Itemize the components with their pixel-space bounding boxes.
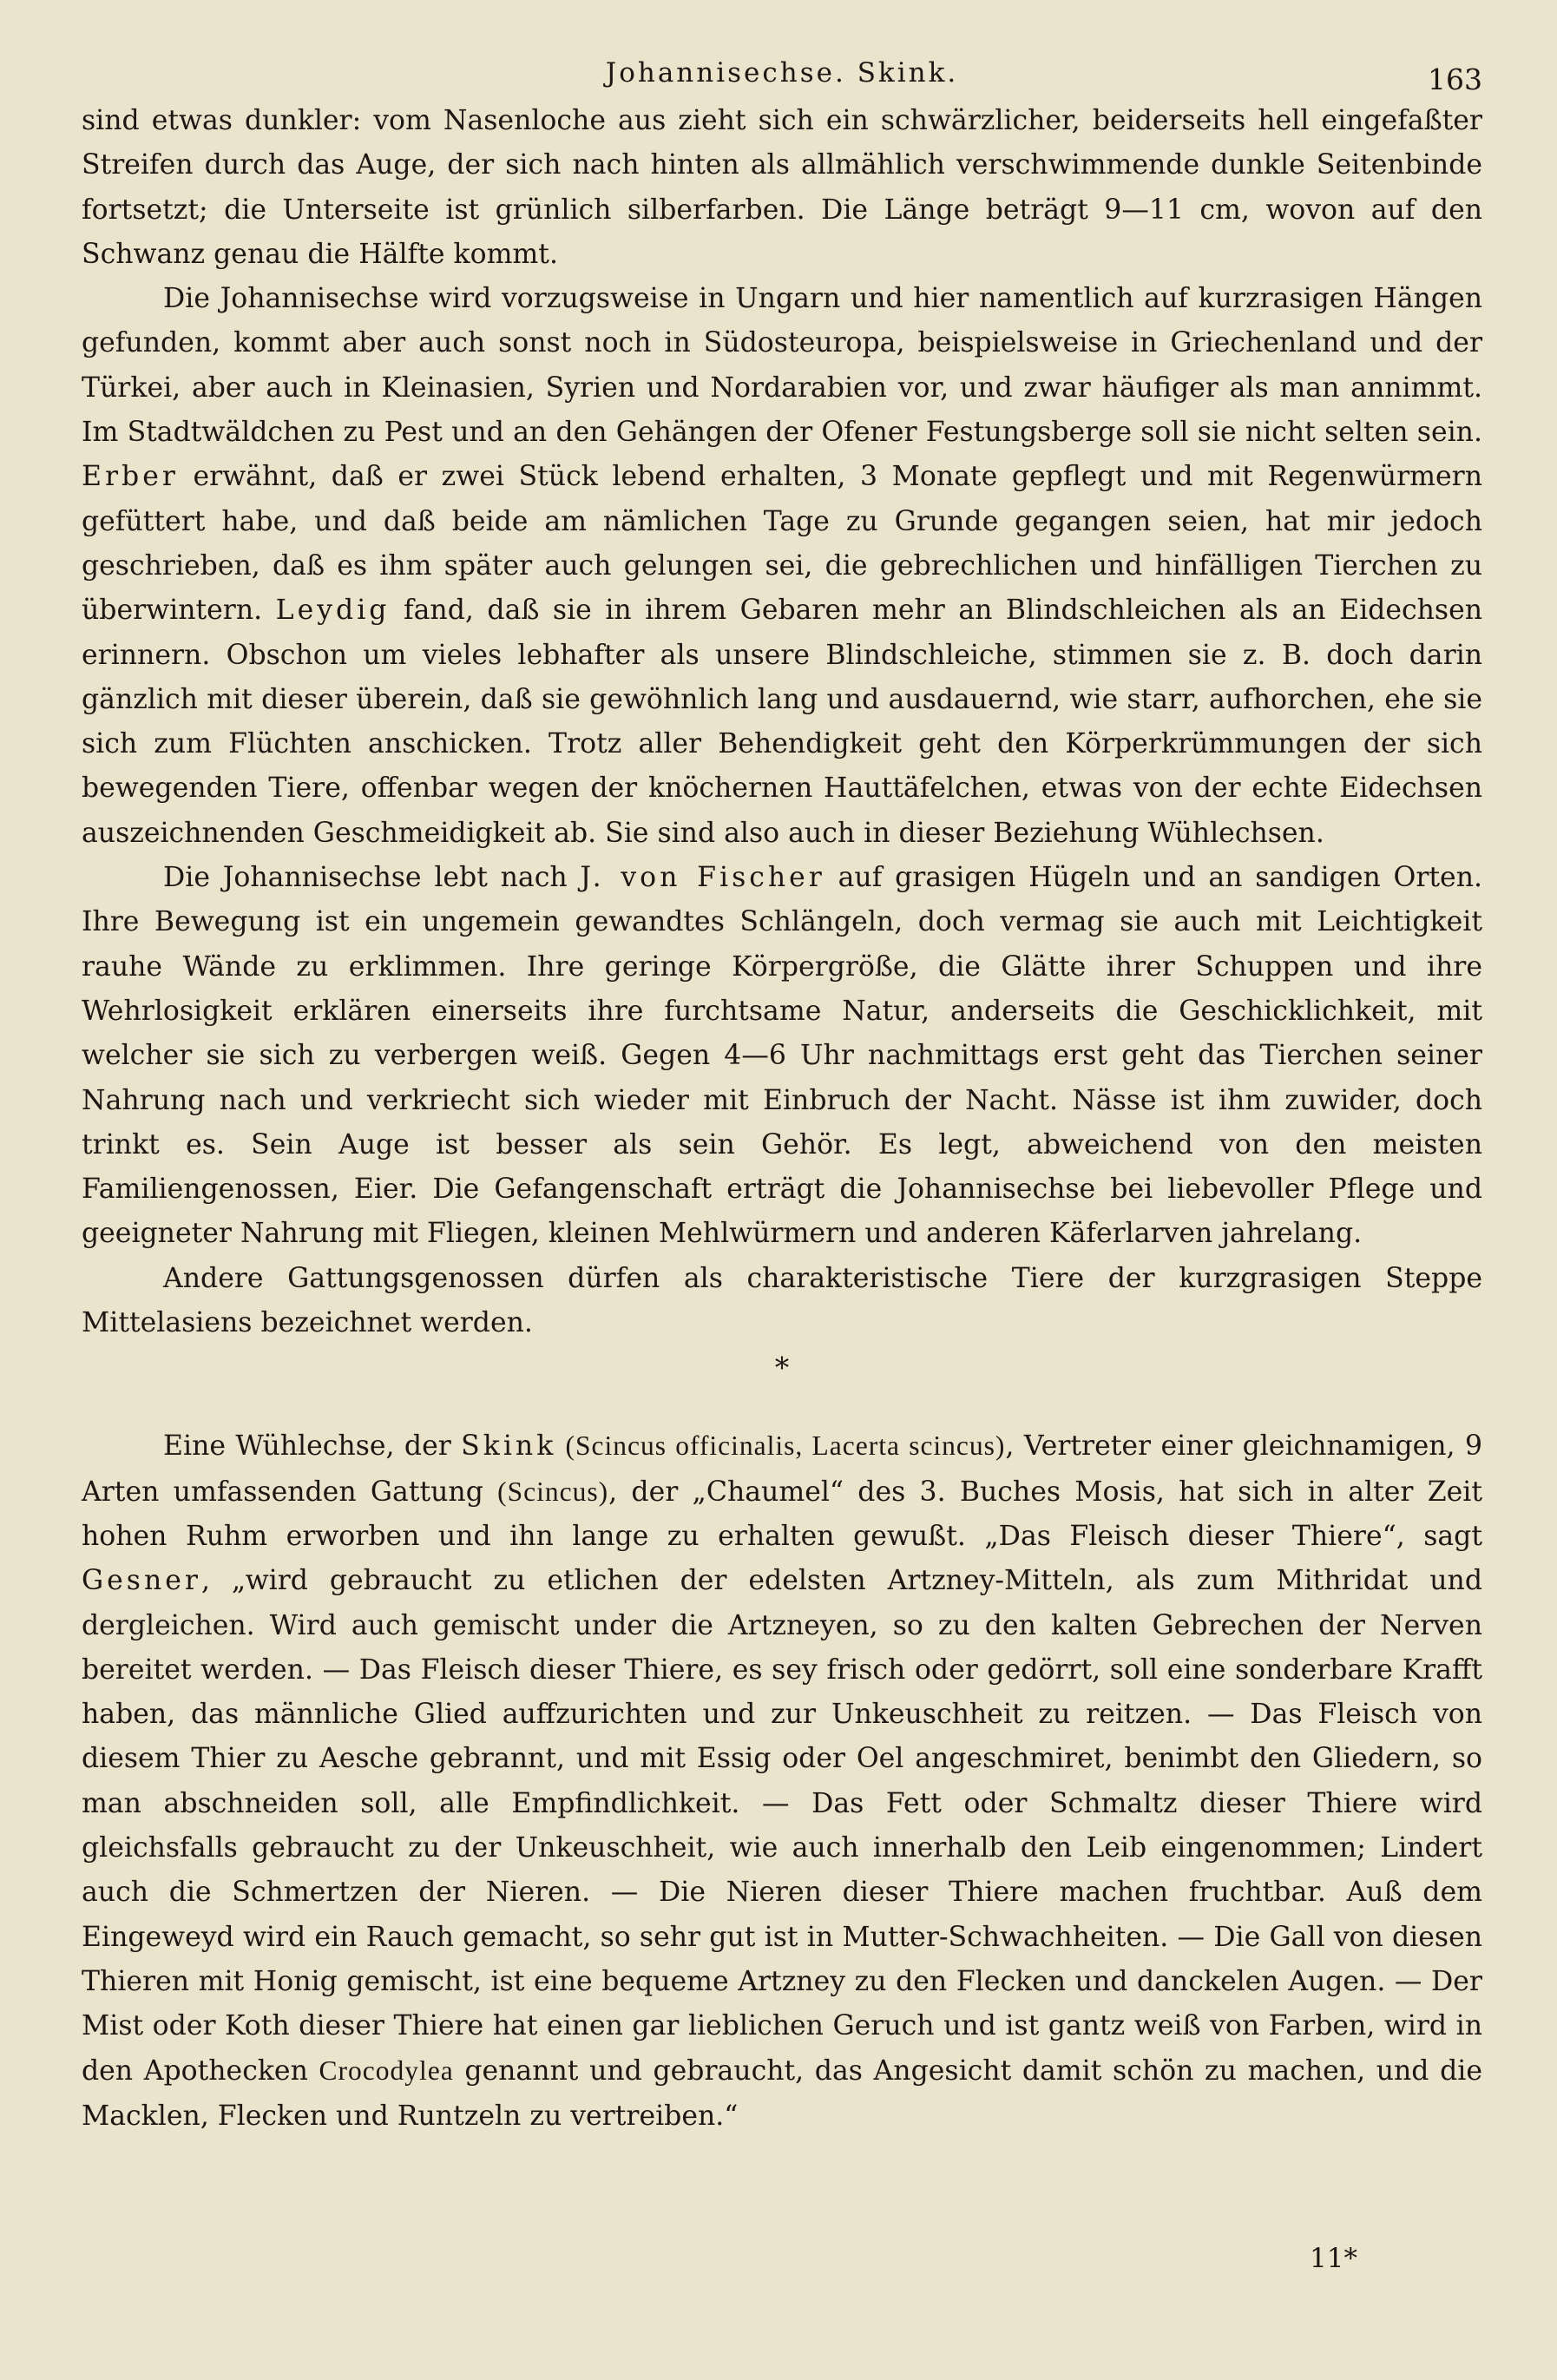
body-text xyxy=(82,99,1482,2139)
author-name-fischer: J. von Fischer xyxy=(580,862,825,894)
paragraph-2-text-b: erwähnt, daß er zwei Stück lebend erhalten, 3 Monate gepflegt und mit Regenwürmern gefüttert habe, und daß beide am nämlichen Tage zu Grunde gegangen seien, hat mir jedoch geschrieben, daß es ihm später auch gelungen sei, die gebrechlichen und hinfälligen Tierchen zu überwintern. xyxy=(82,461,1482,627)
paragraph-5-text-b: , Vertreter einer gleichnamigen, 9 Arten umfassenden Gattung xyxy=(82,1430,1482,1508)
paragraph-2-text-c: fand, daß sie in ihrem Gebaren mehr an Blindschleichen als an Eidechsen erinnern. Obschon um vieles lebhafter als unsere Blindschleiche, stimmen sie z. B. doch darin gänzlich mit dieser überein, daß sie gewöhnlich lang und ausdauernd, wie starr, aufhorchen, ehe sie sich zum Flüchten anschicken. Trotz aller Behendigkeit geht den Körperkrümmungen der sich bewegenden Tiere, offenbar wegen der knöchernen Hauttäfelchen, etwas von der echte Eidechsen auszeichnenden Geschmeidigkeit ab. Sie sind also auch in dieser Beziehung Wühlechsen. xyxy=(82,595,1482,849)
running-title: Johannisechse. Skink. xyxy=(605,57,959,89)
paragraph-3 xyxy=(82,856,1482,1257)
paragraph-5-text-c: , der „Chaumel“ des 3. Buches Mosis, hat sich in alter Zeit hohen Ruhm erworben und ihn lange zu erhalten gewußt. „Das Fleisch dieser Thiere“, sagt xyxy=(82,1476,1482,1552)
paragraph-1 xyxy=(82,99,1482,277)
paragraph-1-text: sind etwas dunkler: vom Nasenloche aus zieht sich ein schwärzlicher, beiderseits hell eingefaßter Streifen durch das Auge, der sich nach hinten als allmählich verschwimmende dunkle Seitenbinde fortsetzt; die Unterseite ist grünlich silberfarben. Die Länge beträgt 9—11 cm, wovon auf den Schwanz genau die Hälfte kommt. xyxy=(82,105,1482,270)
running-head xyxy=(82,50,1482,99)
paragraph-5-text-e: genannt und gebraucht, das Angesicht damit schön zu machen, und die Macklen, Flecken und Runtzeln zu vertreiben.“ xyxy=(82,2055,1482,2132)
latin-term-crocodylea: Crocodylea xyxy=(319,2055,454,2087)
paragraph-5-text-a: Eine Wühlechse, der xyxy=(163,1430,462,1463)
paragraph-5-text-d: , „wird gebraucht zu etlichen der edelsten Artzney-Mitteln, als zum Mithridat und dergleichen. Wird auch gemischt under die Artzneyen, so zu den kalten Gebrechen der Nerven bereitet werden. — Das Fleisch dieser Thiere, es sey frisch oder gedörrt, soll eine sonderbare Krafft haben, das männliche Glied auffzurichten und zur Unkeuschheit zu reitzen. — Das Fleisch von diesem Thier zu Aesche gebrannt, und mit Essig oder Oel angeschmiret, benimbt den Gliedern, so man abschneiden soll, alle Empfindlichkeit. — Das Fett oder Schmaltz dieser Thiere wird gleichsfalls gebraucht zu der Unkeuschheit, wie auch innerhalb den Leib eingenommen; Lindert auch die Schmertzen der Nieren. — Die Nieren dieser Thiere machen fruchtbar. Auß dem Eingeweyd wird ein Rauch gemacht, so sehr gut ist in Mutter-Schwachheiten. — Die Gall von diesen Thieren mit Honig gemischt, ist eine bequeme Artzney zu den Flecken und danckelen Augen. — Der Mist oder Koth dieser Thiere hat einen gar lieblichen Geruch und ist gantz weiß von Farben, wird in den Apothecken xyxy=(82,1565,1482,2087)
section-separator: * xyxy=(774,1351,790,1385)
author-name-erber: Erber xyxy=(82,461,179,493)
paragraph-3-text-a: Die Johannisechse lebt nach xyxy=(163,862,581,894)
author-name-leydig: Leydig xyxy=(275,595,391,627)
paragraph-4-text: Andere Gattungsgenossen dürfen als charakteristische Tiere der kurzgrasigen Steppe Mittelasiens bezeichnet werden. xyxy=(82,1262,1482,1339)
signature-mark: 11* xyxy=(1310,2243,1357,2274)
paragraph-2-text-a: Die Johannisechse wird vorzugsweise in Ungarn und hier namentlich auf kurzrasigen Hängen gefunden, kommt aber auch sonst noch in Südosteuropa, beispielsweise in Griechenland und der Türkei, aber auch in Kleinasien, Syrien und Nordarabien vor, und zwar häufiger als man annimmt. Im Stadtwäldchen zu Pest und an den Gehängen der Ofener Festungsberge soll sie nicht selten sein. xyxy=(82,283,1482,449)
page-number: 163 xyxy=(1428,62,1482,96)
paragraph-3-text-b: auf grasigen Hügeln und an sandigen Orten. Ihre Bewegung ist ein ungemein gewandtes Schlängeln, doch vermag sie auch mit Leichtigkeit rauhe Wände zu erklimmen. Ihre geringe Körpergröße, die Glätte ihrer Schuppen und ihre Wehrlosigkeit erklären einerseits ihre furchtsame Natur, anderseits die Geschicklichkeit, mit welcher sie sich zu verbergen weiß. Gegen 4—6 Uhr nachmittags erst geht das Tierchen seiner Nahrung nach und verkriecht sich wieder mit Einbruch der Nacht. Nässe ist ihm zuwider, doch trinkt es. Sein Auge ist besser als sein Gehör. Es legt, abweichend von den meisten Familiengenossen, Eier. Die Gefangenschaft erträgt die Johannisechse bei liebevoller Pflege und geeigneter Nahrung mit Fliegen, kleinen Mehlwürmern und anderen Käferlarven jahrelang. xyxy=(82,862,1482,1250)
species-name-skink: Skink xyxy=(461,1430,557,1463)
paragraph-4 xyxy=(82,1257,1482,1346)
author-name-gesner: Gesner xyxy=(82,1565,201,1597)
latin-genus-scincus: (Scincus) xyxy=(497,1476,609,1507)
paragraph-2 xyxy=(82,277,1482,856)
paragraph-5 xyxy=(82,1423,1482,2139)
latin-name-scincus: (Scincus officinalis, Lacerta scincus) xyxy=(556,1430,1006,1462)
